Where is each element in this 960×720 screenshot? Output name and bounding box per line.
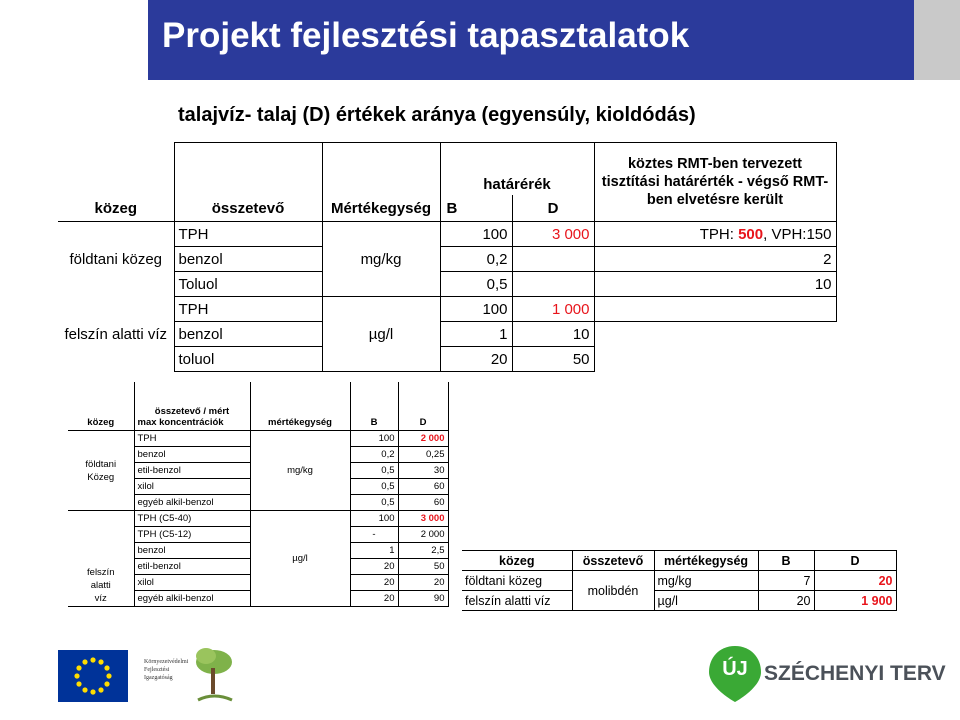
title-bar [0, 0, 960, 80]
substance-cell: benzol [174, 247, 322, 272]
agency-logo [140, 640, 236, 706]
subtitle: talajvíz- talaj (D) értékek aránya (egyensúly, kioldódás) [178, 104, 696, 126]
extra-red-value: 500 [738, 225, 764, 243]
d-value-cell [512, 272, 594, 297]
unit-cell: mg/kg [322, 222, 440, 297]
header-osszetevo: összetevő [572, 551, 654, 571]
b-value-cell: - [350, 527, 398, 543]
unit-cell: µg/l [654, 591, 758, 611]
unit-cell: mg/kg [250, 431, 350, 511]
substance-cell: benzol [134, 447, 250, 463]
b-value-cell: 20 [440, 347, 512, 372]
substance-cell: TPH [174, 222, 322, 247]
extra-cell [594, 222, 836, 247]
kozeg-cell [68, 431, 134, 511]
d-value-cell: 1 000 [512, 297, 594, 322]
extra-cell: 10 [594, 272, 836, 297]
title-side-block [914, 0, 960, 80]
d-value-cell: 10 [512, 322, 594, 347]
b-value-cell: 0,5 [350, 495, 398, 511]
d-value-cell: 2 000 [398, 527, 448, 543]
header-osszetevo-line1: összetevő / mért [154, 406, 230, 417]
header-d: D [814, 551, 896, 571]
header-kozeg: közeg [87, 417, 115, 428]
header-kozeg: közeg [462, 551, 572, 571]
substance-cell: TPH (C5-12) [134, 527, 250, 543]
d-value-cell: 50 [512, 347, 594, 372]
d-value-cell: 3 000 [512, 222, 594, 247]
b-value-cell: 0,2 [440, 247, 512, 272]
agency-line: Igazgatóság [144, 675, 173, 681]
substance-cell: toluol [174, 347, 322, 372]
extra-prefix: TPH: [699, 225, 739, 243]
table-row [68, 511, 448, 527]
b-value-cell: 1 [440, 322, 512, 347]
b-value-cell: 20 [350, 591, 398, 607]
substance-cell: etil-benzol [134, 463, 250, 479]
substance-cell: etil-benzol [134, 559, 250, 575]
substance-cell: molibdén [572, 571, 654, 611]
molibden-table [462, 550, 897, 611]
substance-cell: TPH [174, 297, 322, 322]
header-osszetevo: összetevő [174, 143, 322, 222]
table-row [58, 322, 836, 347]
table-row [68, 431, 448, 447]
table-row [462, 571, 896, 591]
header-mertekegyseg: mértékegység [654, 551, 758, 571]
agency-line: Fejlesztési [144, 667, 170, 673]
d-value-cell: 50 [398, 559, 448, 575]
table-row [58, 247, 836, 272]
unit-cell: µg/l [322, 297, 440, 372]
d-value-cell: 0,25 [398, 447, 448, 463]
header-osszetevo-line2: max koncentrációk [137, 417, 224, 428]
kozeg-line: földtani [85, 458, 117, 470]
substance-cell: egyéb alkil-benzol [134, 591, 250, 607]
b-value-cell: 100 [440, 222, 512, 247]
d-value-cell: 1 900 [814, 591, 896, 611]
kozeg-line: Közeg [87, 471, 115, 483]
table-row [58, 272, 836, 297]
kozeg-cell: felszín alatti víz [462, 591, 572, 611]
substance-cell: egyéb alkil-benzol [134, 495, 250, 511]
b-value-cell: 0,5 [350, 463, 398, 479]
b-value-cell: 0,5 [350, 479, 398, 495]
table-row [58, 222, 836, 247]
header-b: B [758, 551, 814, 571]
b-value-cell: 7 [758, 571, 814, 591]
b-value-cell: 20 [350, 575, 398, 591]
extra-cell: 2 [594, 247, 836, 272]
empty-cell [594, 347, 836, 372]
kozeg-line: víz [94, 593, 107, 604]
empty-cell [594, 322, 836, 347]
kozeg-line: felszín [87, 567, 115, 578]
limits-table-main [58, 142, 837, 372]
szechenyi-terv-logo [706, 644, 946, 704]
header-b: B [350, 382, 398, 431]
header-d: D [512, 195, 594, 222]
kozeg-cell: földtani közeg [462, 571, 572, 591]
b-value-cell: 0,5 [440, 272, 512, 297]
extra-suffix: , VPH:150 [763, 225, 832, 243]
substance-cell: TPH (C5-40) [134, 511, 250, 527]
header-osszetevo [134, 382, 250, 431]
d-value-cell: 60 [398, 495, 448, 511]
substance-cell: xilol [134, 575, 250, 591]
agency-line: Környezetvédelmi [144, 659, 189, 665]
substance-cell: benzol [134, 543, 250, 559]
b-value-cell: 100 [350, 511, 398, 527]
table-row [462, 591, 896, 611]
header-d: D [398, 382, 448, 431]
d-value-cell: 20 [814, 571, 896, 591]
szechenyi-uj-text: ÚJ [722, 658, 748, 680]
d-value-cell: 30 [398, 463, 448, 479]
b-value-cell: 100 [440, 297, 512, 322]
kozeg-cell: felszín alatti víz [64, 325, 168, 343]
d-value-cell: 60 [398, 479, 448, 495]
b-value-cell: 20 [758, 591, 814, 611]
header-mertekegyseg: Mértékegység [322, 143, 440, 222]
b-value-cell: 0,2 [350, 447, 398, 463]
b-value-cell: 1 [350, 543, 398, 559]
extra-cell [594, 297, 836, 322]
substance-cell: TPH [134, 431, 250, 447]
eu-flag-logo [58, 650, 128, 702]
title-background [148, 0, 914, 80]
header-b: B [440, 195, 512, 222]
eu-stars-icon [58, 650, 128, 702]
unit-cell: µg/l [250, 511, 350, 607]
header-koztes [594, 143, 836, 222]
substance-cell: benzol [174, 322, 322, 347]
header-kozeg: közeg [94, 200, 137, 217]
limits-table-detail [68, 382, 449, 607]
header-mertekegyseg: mértékegység [250, 382, 350, 431]
page-title: Projekt fejlesztési tapasztalatok [162, 16, 690, 55]
d-value-cell: 90 [398, 591, 448, 607]
b-value-cell: 100 [350, 431, 398, 447]
d-value-cell: 2,5 [398, 543, 448, 559]
header-hatarertek: határérék [440, 143, 594, 196]
header-koztes-text: köztes RMT-ben tervezett tisztítási határérték - végső RMT-ben elvetésre került [601, 156, 829, 208]
b-value-cell: 20 [350, 559, 398, 575]
d-value-cell: 2 000 [398, 431, 448, 447]
kozeg-line: alatti [90, 580, 111, 591]
d-value-cell: 3 000 [398, 511, 448, 527]
d-value-cell: 20 [398, 575, 448, 591]
substance-cell: Toluol [174, 272, 322, 297]
table-row [58, 347, 836, 372]
szechenyi-terv-text: SZÉCHENYI TERV [764, 662, 946, 685]
kozeg-cell [68, 511, 134, 607]
substance-cell: xilol [134, 479, 250, 495]
d-value-cell [512, 247, 594, 272]
unit-cell: mg/kg [654, 571, 758, 591]
kozeg-cell: földtani közeg [58, 222, 174, 297]
table-row [58, 297, 836, 322]
